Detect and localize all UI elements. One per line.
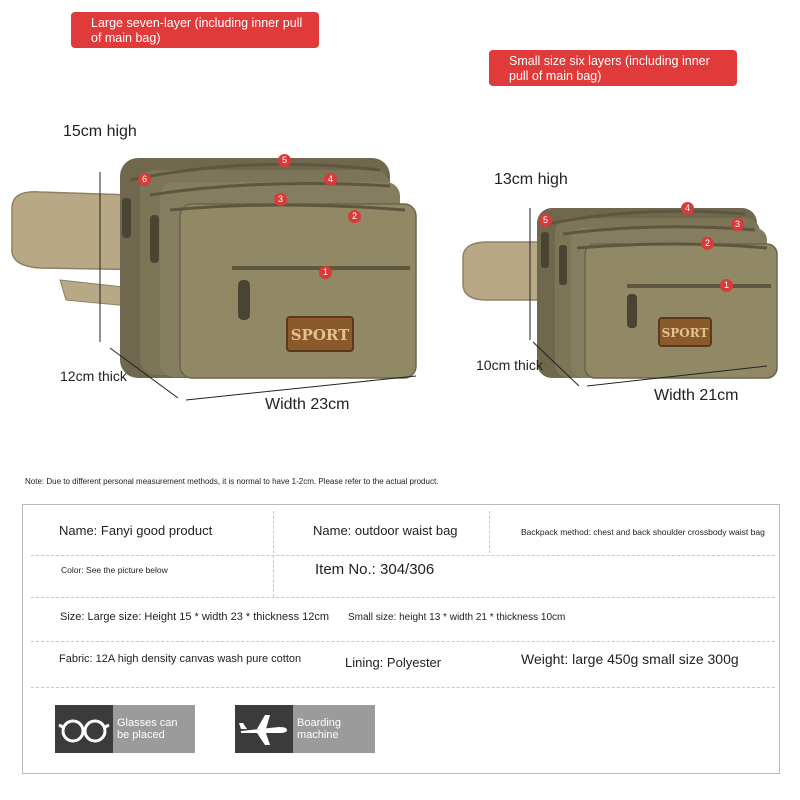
measurement-note: Note: Due to different personal measurement methods, it is normal to have 1-2cm. Please refer to the actual product. xyxy=(25,477,439,486)
small-patch-text: SPORT xyxy=(661,326,709,340)
spec-size-small: Small size: height 13 * width 21 * thickness 10cm xyxy=(348,612,566,623)
small-height-label: 13cm high xyxy=(494,171,568,188)
spec-divider xyxy=(31,555,775,556)
small-marker-2: 2 xyxy=(701,237,714,250)
small-bag-image xyxy=(455,190,795,410)
spec-lining: Lining: Polyester xyxy=(345,655,442,670)
spec-fabric: Fabric: 12A high density canvas wash pure cotton xyxy=(59,653,302,665)
large-height-label: 15cm high xyxy=(63,123,137,140)
large-marker-4: 4 xyxy=(324,173,337,186)
small-width-label: Width 21cm xyxy=(654,387,739,404)
small-marker-3: 3 xyxy=(731,218,744,231)
glasses-label: Glasses can be placed xyxy=(117,717,178,741)
spec-divider xyxy=(273,511,274,597)
large-marker-3: 3 xyxy=(274,193,287,206)
small-marker-5: 5 xyxy=(539,214,552,227)
small-bag-svg xyxy=(455,190,795,410)
small-marker-1: 1 xyxy=(720,279,733,292)
boarding-badge xyxy=(235,705,375,753)
spec-size-large: Size: Large size: Height 15 * width 23 * thickness 12cm xyxy=(60,611,330,623)
large-width-label: Width 23cm xyxy=(265,396,350,413)
spec-color: Color: See the picture below xyxy=(61,565,168,575)
spec-weight: Weight: large 450g small size 300g xyxy=(521,651,739,667)
spec-backpack-method: Backpack method: chest and back shoulder crossbody waist bag xyxy=(521,527,765,537)
spec-name-2: Name: outdoor waist bag xyxy=(313,523,458,538)
spec-item-no: Item No.: 304/306 xyxy=(315,561,435,578)
spec-table xyxy=(22,504,780,774)
boarding-label: Boarding machine xyxy=(297,717,342,741)
airplane-icon xyxy=(235,705,293,753)
small-layers-tag xyxy=(489,50,737,86)
glasses-icon xyxy=(55,705,113,753)
large-layers-label: Large seven-layer (including inner pull of main bag) xyxy=(91,16,303,45)
spec-divider xyxy=(31,597,775,598)
spec-divider xyxy=(31,687,775,688)
spec-divider xyxy=(31,641,775,642)
large-marker-1: 1 xyxy=(319,266,332,279)
large-marker-6: 6 xyxy=(138,173,151,186)
large-layers-tag xyxy=(71,12,319,48)
glasses-badge xyxy=(55,705,195,753)
small-thickness-label: 10cm thick xyxy=(476,357,543,373)
large-marker-5: 5 xyxy=(278,154,291,167)
large-thickness-label: 12cm thick xyxy=(60,368,127,384)
small-marker-4: 4 xyxy=(681,202,694,215)
large-marker-2: 2 xyxy=(348,210,361,223)
spec-divider xyxy=(489,511,490,553)
small-layers-label: Small size six layers (including inner pull of main bag) xyxy=(509,54,710,83)
large-patch-text: SPORT xyxy=(290,326,350,344)
spec-name-1: Name: Fanyi good product xyxy=(59,523,213,538)
